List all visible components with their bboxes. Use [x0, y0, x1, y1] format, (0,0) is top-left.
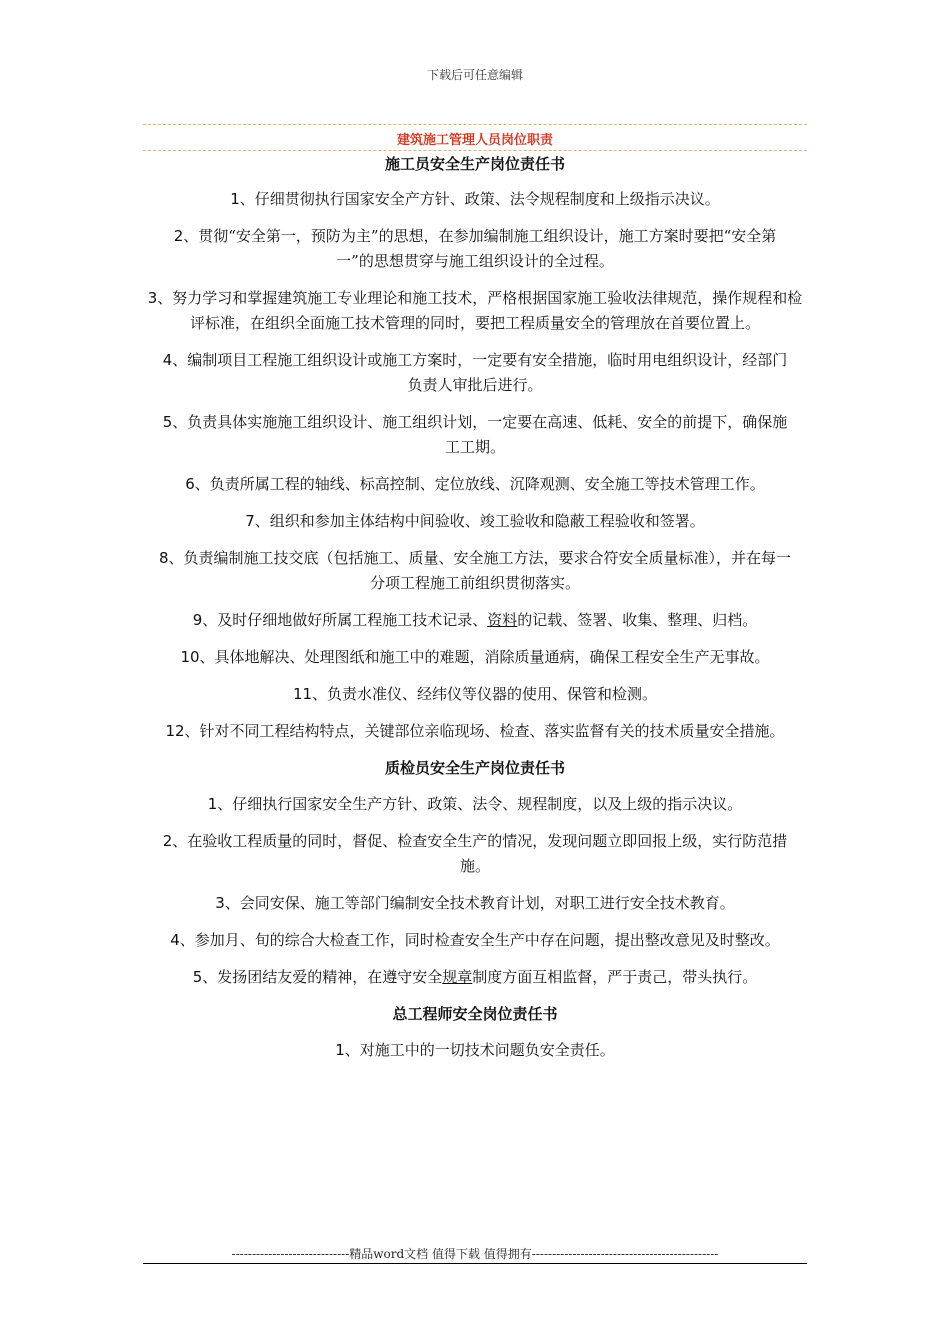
footer-text: -----------------------------精品word文档 值得下载 值得拥有---------------------------------------------- — [231, 1247, 719, 1261]
paragraph — [143, 187, 807, 212]
document-body — [143, 152, 807, 1063]
paragraph — [143, 645, 807, 670]
item-text: 、在验收工程质量的同时，督促、检查安全生产的情况，发现问题立即回报上级，实行防范措施。 — [172, 832, 788, 875]
item-number: 6 — [185, 475, 195, 493]
item-text: 的记载、签署、收集、整理、归档。 — [517, 611, 758, 629]
paragraph — [143, 608, 807, 633]
paragraph — [143, 928, 807, 953]
item-number: 4 — [162, 351, 173, 369]
footer-rule — [143, 1263, 807, 1264]
item-number: 4 — [170, 931, 180, 949]
document-link[interactable]: 资料 — [487, 611, 518, 629]
download-note: 下载后可任意编辑 — [426, 68, 523, 82]
item-text: 、负责所属工程的轴线、标高控制、定位放线、沉降观测、安全施工等技术管理工作。 — [194, 475, 765, 493]
item-text: 、编制项目工程施工组织设计或施工方案时，一定要有安全措施，临时用电组织设计，经部门负责人审批后进行。 — [172, 351, 788, 394]
banner-title: 建筑施工管理人员岗位职责 — [396, 133, 553, 148]
item-text: 、参加月、旬的综合大检查工作，同时检查安全生产中存在问题，提出整改意见及时整改。 — [179, 931, 780, 949]
document-link[interactable]: 规章 — [442, 968, 473, 986]
item-number: 2 — [173, 227, 184, 245]
item-text: 、发扬团结友爱的精神，在遵守安全 — [202, 968, 443, 986]
paragraph — [143, 682, 807, 707]
paragraph — [143, 891, 807, 916]
item-number: 12 — [165, 722, 185, 740]
item-number: 3 — [147, 289, 158, 307]
item-number: 10 — [180, 648, 200, 666]
item-text: 、负责具体实施施工组织设计、施工组织计划，一定要在高速、低耗、安全的前提下，确保施工工期。 — [172, 413, 788, 456]
paragraph — [143, 472, 807, 497]
item-text: 、组织和参加主体结构中间验收、竣工验收和隐蔽工程验收和签署。 — [254, 512, 705, 530]
item-number: 1 — [335, 1041, 345, 1059]
item-text: 、努力学习和掌握建筑施工专业理论和施工技术，严格根据国家施工验收法律规范，操作规程和检评标准，在组织全面施工技术管理的同时，要把工程质量安全的管理放在首要位置上。 — [157, 289, 803, 332]
paragraph — [143, 286, 807, 336]
paragraph — [143, 224, 807, 274]
item-number: 9 — [192, 611, 203, 629]
item-text: 、负责编制施工技交底（包括施工、质量、安全施工方法，要求合符安全质量标准），并在每一分项工程施工前组织贯彻落实。 — [168, 549, 792, 592]
dash-line-top — [143, 124, 807, 125]
section-title: 总工程师安全岗位责任书 — [392, 1005, 558, 1023]
item-text: 、具体地解决、处理图纸和施工中的难题，消除质量通病，确保工程安全生产无事故。 — [199, 648, 770, 666]
paragraph — [143, 1038, 807, 1063]
paragraph — [143, 965, 807, 990]
paragraph — [143, 719, 807, 744]
item-number: 8 — [158, 549, 169, 567]
paragraph — [143, 509, 807, 534]
item-text: 、贯彻“安全第一，预防为主”的思想，在参加编制施工组织设计，施工方案时要把“安全第一”的思想贯穿与施工组织设计的全过程。 — [183, 227, 777, 270]
section-title: 施工员安全生产岗位责任书 — [384, 155, 565, 173]
item-number: 3 — [215, 894, 225, 912]
item-number: 7 — [245, 512, 255, 530]
paragraph — [143, 792, 807, 817]
dash-line-bottom — [143, 150, 807, 151]
paragraph — [143, 829, 807, 879]
item-text: 、会同安保、施工等部门编制安全技术教育计划，对职工进行安全技术教育。 — [224, 894, 735, 912]
paragraph — [143, 410, 807, 460]
paragraph — [143, 348, 807, 398]
item-number: 1 — [230, 190, 240, 208]
item-number: 5 — [162, 413, 173, 431]
paragraph — [143, 546, 807, 596]
item-text: 、负责水准仪、经纬仪等仪器的使用、保管和检测。 — [312, 685, 658, 703]
item-text: 、对施工中的一切技术问题负安全责任。 — [344, 1041, 615, 1059]
item-text: 、及时仔细地做好所属工程施工技术记录、 — [202, 611, 488, 629]
item-number: 5 — [192, 968, 203, 986]
item-text: 、仔细执行国家安全生产方针、政策、法令、规程制度，以及上级的指示决议。 — [217, 795, 743, 813]
section-title: 质检员安全生产岗位责任书 — [384, 759, 565, 777]
item-text: 、仔细贯彻执行国家安全产方针、政策、法令规程制度和上级指示决议。 — [239, 190, 720, 208]
item-text: 制度方面互相监督，严于责己，带头执行。 — [472, 968, 758, 986]
item-text: 、针对不同工程结构特点，关键部位亲临现场、检查、落实监督有关的技术质量安全措施。 — [184, 722, 785, 740]
item-number: 2 — [162, 832, 173, 850]
item-number: 1 — [207, 795, 218, 813]
item-number: 11 — [292, 685, 313, 703]
